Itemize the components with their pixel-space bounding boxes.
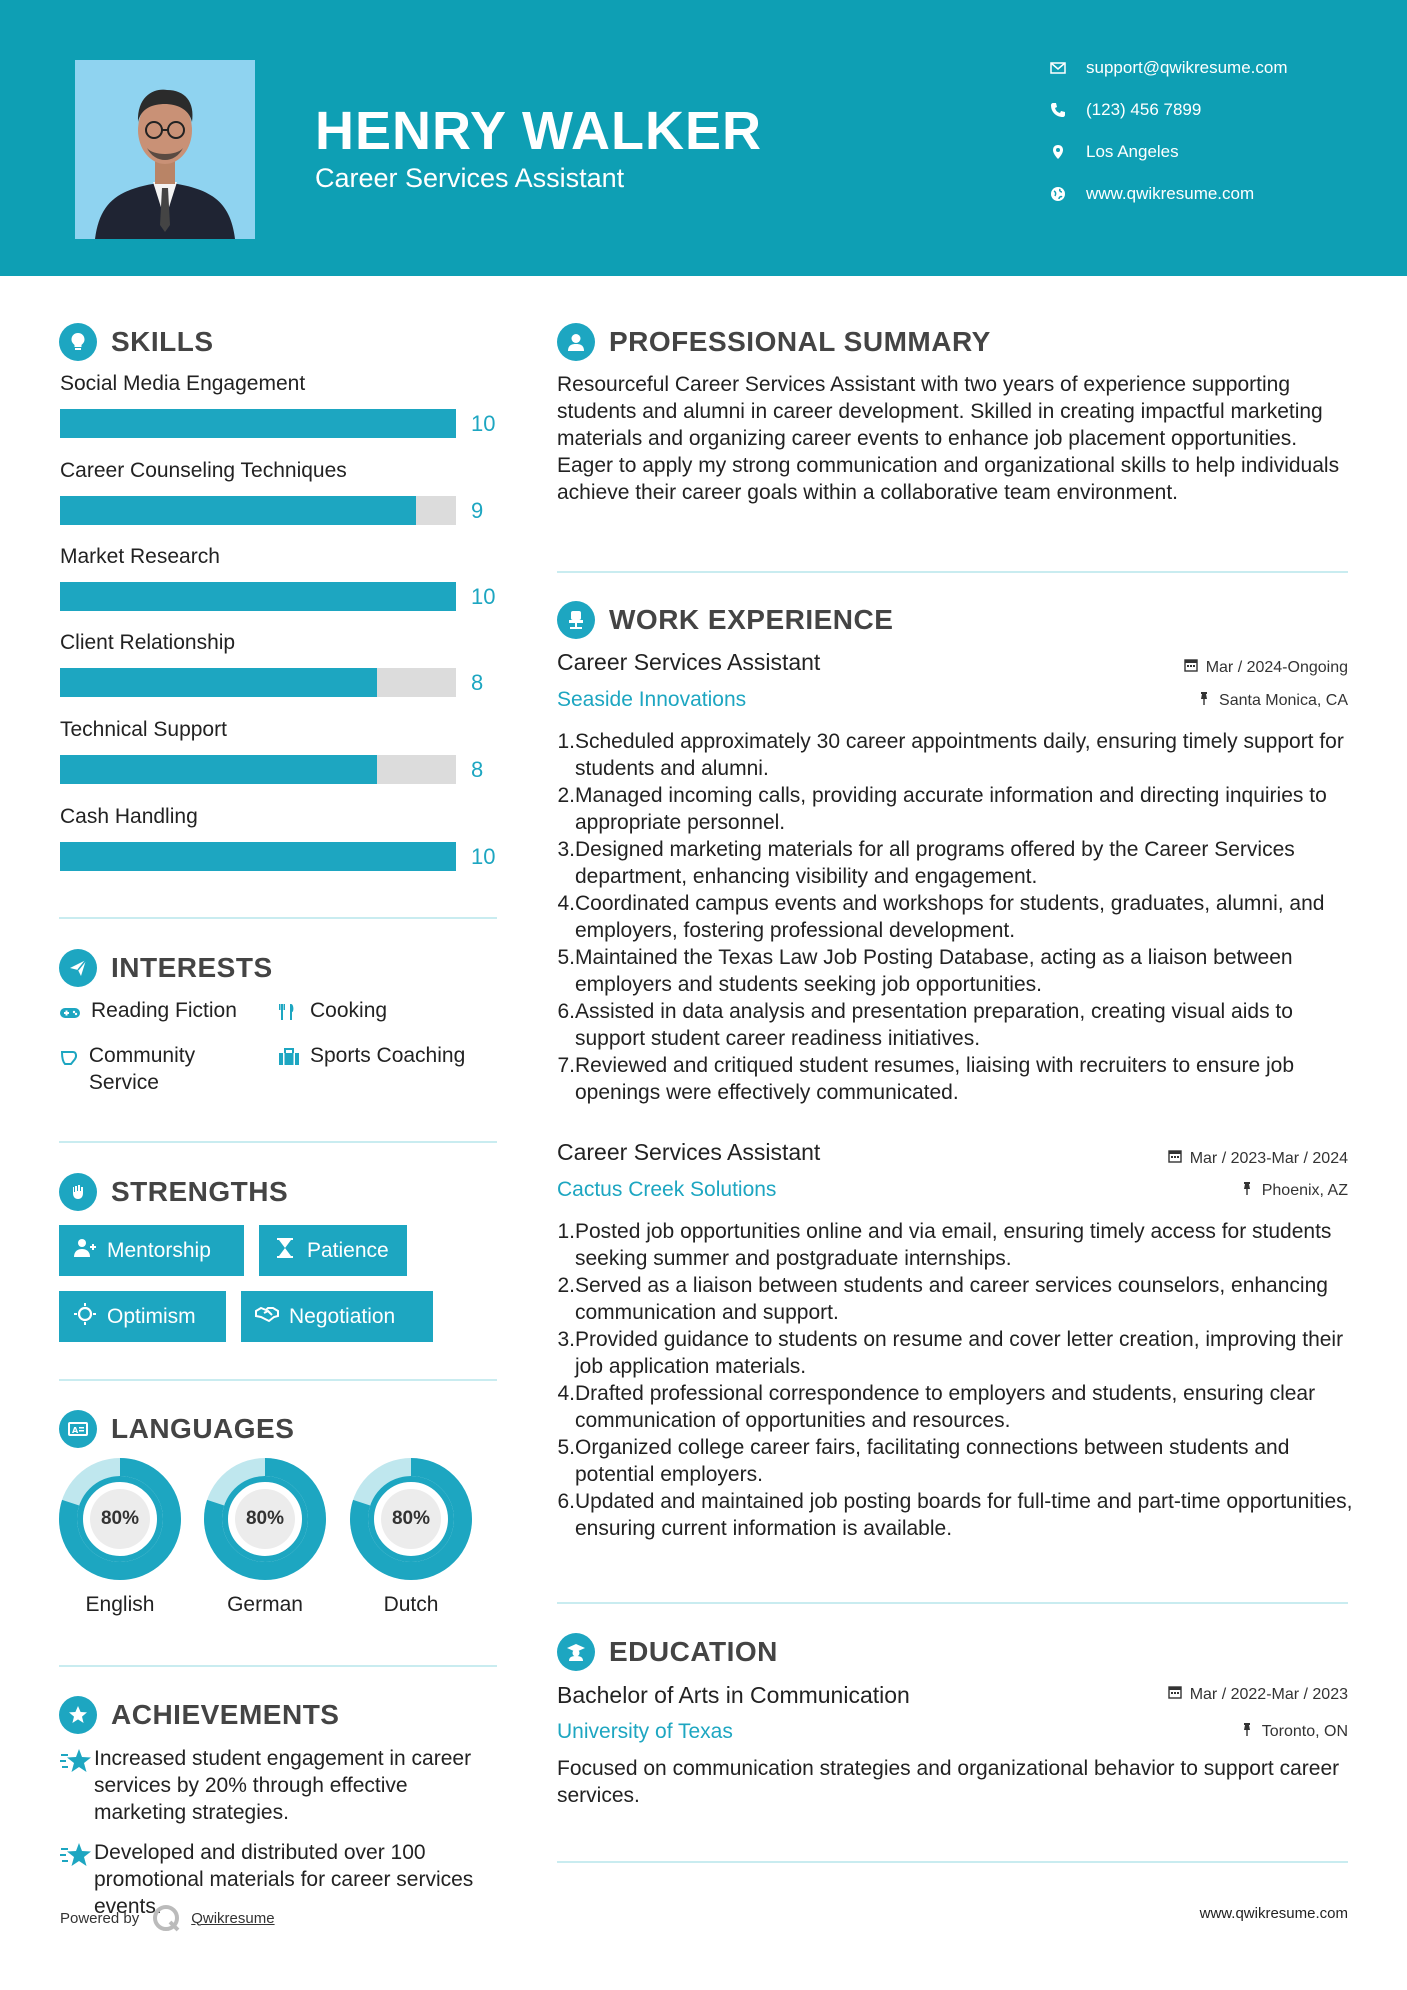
lightbulb-icon <box>59 323 97 361</box>
candidate-name: HENRY WALKER <box>315 101 763 161</box>
interests-heading <box>59 949 273 987</box>
list-item <box>557 1218 1357 1272</box>
section-divider <box>557 571 1348 573</box>
strength-tag <box>241 1291 433 1342</box>
list-number: 1. <box>557 730 575 753</box>
skill-value: 9 <box>471 498 484 523</box>
job-title: Career Services Assistant <box>557 1139 821 1165</box>
profile-photo <box>75 60 255 239</box>
map-pin-icon <box>1050 144 1086 160</box>
language-label: English <box>85 1593 155 1616</box>
strength-tag <box>59 1291 226 1342</box>
svg-text:A: A <box>72 1426 79 1435</box>
experience-title: WORK EXPERIENCE <box>609 604 894 635</box>
languages-heading <box>59 1410 294 1448</box>
interest-label: Community Service <box>88 1044 196 1094</box>
list-text: Served as a liaison between students and career services counselors, enhancing communication and support. <box>575 1274 1328 1324</box>
skill-bar-fill <box>60 842 456 871</box>
skill-value: 10 <box>471 411 496 436</box>
graduate-icon <box>557 1633 595 1671</box>
language-donut <box>59 1458 181 1580</box>
skill-value: 8 <box>471 670 484 695</box>
section-divider <box>59 1141 497 1143</box>
user-icon <box>557 323 595 361</box>
skill-bar <box>60 755 456 784</box>
skill-label: Client Relationship <box>60 631 236 654</box>
job-title: Career Services Assistant <box>557 649 821 675</box>
skills-title: SKILLS <box>111 326 214 357</box>
skill-label: Market Research <box>60 545 220 568</box>
section-divider <box>59 1379 497 1381</box>
list-number: 1. <box>557 1220 575 1243</box>
achievements-heading <box>59 1696 339 1734</box>
section-divider <box>557 1861 1348 1863</box>
footer-powered-by <box>60 1903 275 1933</box>
list-text: Scheduled approximately 30 career appointments daily, ensuring timely support for students and alumni. <box>575 730 1344 780</box>
gamepad-icon <box>59 997 91 1028</box>
summary-title: PROFESSIONAL SUMMARY <box>609 326 991 357</box>
contact-phone-text: (123) 456 7899 <box>1086 100 1202 119</box>
job-location-text: Santa Monica, CA <box>1219 691 1348 709</box>
list-number: 5. <box>557 1436 575 1459</box>
strength-label: Mentorship <box>107 1238 211 1262</box>
list-text: Updated and maintained job posting boards for full-time and part-time opportunities, ensuring current information is available. <box>575 1490 1353 1540</box>
list-item <box>557 782 1357 836</box>
strength-tag <box>59 1225 244 1276</box>
contact-website[interactable] <box>1050 184 1370 204</box>
achievement-text: Increased student engagement in career services by 20% through effective marketing strategies. <box>94 1747 472 1824</box>
list-item <box>557 1052 1357 1106</box>
contact-website-text: www.qwikresume.com <box>1086 184 1255 203</box>
list-text: Drafted professional correspondence to employers and students, ensuring clear communication of opportunities and resources. <box>575 1382 1316 1432</box>
job-dates <box>1168 1149 1348 1168</box>
list-item <box>557 836 1357 890</box>
list-number: 4. <box>557 892 575 915</box>
sun-icon <box>73 1303 107 1331</box>
achievement-item <box>60 1745 490 1826</box>
list-item <box>557 1326 1357 1380</box>
list-item <box>557 944 1357 998</box>
skill-bar-fill <box>60 582 456 611</box>
list-item <box>557 1434 1357 1488</box>
language-donut <box>350 1458 472 1580</box>
list-number: 5. <box>557 946 575 969</box>
user-plus-icon <box>73 1237 107 1265</box>
strength-label: Patience <box>307 1238 389 1262</box>
powered-by-label: Powered by <box>60 1909 140 1927</box>
job-bullets <box>557 1218 1357 1542</box>
list-number: 3. <box>557 838 575 861</box>
list-number: 7. <box>557 1054 575 1077</box>
star-badge-icon <box>59 1696 97 1734</box>
job-dates-text: Mar / 2024-Ongoing <box>1205 658 1348 676</box>
education-location <box>1240 1722 1348 1741</box>
hourglass-icon <box>273 1237 307 1265</box>
language-label: German <box>227 1593 303 1616</box>
job-bullets <box>557 728 1357 1106</box>
star-icon <box>60 1745 94 1826</box>
list-number: 6. <box>557 1000 575 1023</box>
language-label: Dutch <box>383 1593 439 1616</box>
list-text: Reviewed and critiqued student resumes, liaising with recruiters to ensure job openings were effectively communicated. <box>575 1054 1295 1104</box>
skill-bar <box>60 496 456 525</box>
education-location-text: Toronto, ON <box>1261 1722 1348 1740</box>
list-text: Assisted in data analysis and presentation preparation, creating visual aids to support student career readiness initiatives. <box>575 1000 1293 1050</box>
list-number: 2. <box>557 784 575 807</box>
degree-title: Bachelor of Arts in Communication <box>557 1682 910 1708</box>
contact-email[interactable] <box>1050 58 1370 78</box>
interests-title: INTERESTS <box>111 952 273 983</box>
interest-label: Sports Coaching <box>310 1044 466 1067</box>
skill-bar <box>60 842 456 871</box>
list-number: 2. <box>557 1274 575 1297</box>
calendar-icon <box>1168 1149 1190 1168</box>
globe-icon <box>1050 186 1086 202</box>
list-text: Managed incoming calls, providing accurate information and directing inquiries to appropriate personnel. <box>575 784 1327 834</box>
list-text: Provided guidance to students on resume and cover letter creation, improving their job application materials. <box>575 1328 1344 1378</box>
pushpin-icon <box>1240 1722 1262 1741</box>
list-text: Organized college career fairs, facilitating connections between students and potential employers. <box>575 1436 1290 1486</box>
footer-website-link[interactable]: www.qwikresume.com <box>1199 1905 1348 1922</box>
education-heading <box>557 1633 778 1671</box>
calendar-icon <box>1168 1685 1190 1704</box>
skill-bar <box>60 668 456 697</box>
list-text: Designed marketing materials for all programs offered by the Career Services department, enhancing visibility and engagement. <box>575 838 1295 888</box>
fist-icon <box>59 1173 97 1211</box>
language-percent: 80% <box>235 1489 295 1549</box>
list-text: Posted job opportunities online and via email, ensuring timely access for students seeking summer and postgraduate internships. <box>575 1220 1332 1270</box>
interest-item <box>59 1042 259 1096</box>
interest-item <box>59 997 237 1028</box>
skill-label: Career Counseling Techniques <box>60 459 347 482</box>
paper-plane-icon <box>59 949 97 987</box>
section-divider <box>59 1665 497 1667</box>
pushpin-icon <box>1197 691 1219 710</box>
summary-text: Resourceful Career Services Assistant with two years of experience supporting students and alumni in career development. Skilled in creating impactful marketing materials and organizing career events to enhance job placement opportunities. Eager to apply my strong communication and organizational skills to help individuals achieve their career goals within a collaborative team environment. <box>557 373 1340 504</box>
list-text: Coordinated campus events and workshops for students, graduates, alumni, and employers, fostering professional development. <box>575 892 1325 942</box>
list-item <box>557 1272 1357 1326</box>
skill-bar-fill <box>60 409 456 438</box>
education-dates <box>1168 1685 1348 1704</box>
strength-label: Negotiation <box>289 1304 396 1328</box>
education-description: Focused on communication strategies and organizational behavior to support career services. <box>557 1757 1340 1807</box>
list-item <box>557 1380 1357 1434</box>
strength-label: Optimism <box>107 1304 196 1328</box>
job-location <box>1197 691 1348 710</box>
office-chair-icon <box>557 601 595 639</box>
hand-icon <box>59 1042 89 1073</box>
section-divider <box>557 1602 1348 1604</box>
list-text: Maintained the Texas Law Job Posting Database, acting as a liaison between employers and students seeking job opportunities. <box>575 946 1293 996</box>
interest-item <box>278 1042 465 1073</box>
languages-title: LANGUAGES <box>111 1413 295 1444</box>
list-item <box>557 1488 1357 1542</box>
list-item <box>557 890 1357 944</box>
job-dates <box>1184 658 1348 677</box>
language-donut <box>204 1458 326 1580</box>
language-percent: 80% <box>381 1489 441 1549</box>
strengths-title: STRENGTHS <box>111 1176 289 1207</box>
job-dates-text: Mar / 2023-Mar / 2024 <box>1189 1149 1348 1167</box>
skill-bar <box>60 409 456 438</box>
education-dates-text: Mar / 2022-Mar / 2023 <box>1189 1685 1348 1703</box>
skills-heading <box>59 323 214 361</box>
language-percent: 80% <box>90 1489 150 1549</box>
calendar-icon <box>1184 658 1206 677</box>
contact-location <box>1050 142 1370 162</box>
list-item <box>557 728 1357 782</box>
candidate-role: Career Services Assistant <box>315 163 625 193</box>
school-name: University of Texas <box>557 1720 733 1743</box>
education-title: EDUCATION <box>609 1636 778 1667</box>
skill-label: Social Media Engagement <box>60 372 306 395</box>
phone-icon <box>1050 102 1086 118</box>
envelope-icon <box>1050 60 1086 76</box>
qwikresume-logo-icon <box>151 1903 181 1933</box>
strengths-heading <box>59 1173 288 1211</box>
achievements-title: ACHIEVEMENTS <box>111 1699 340 1730</box>
company-name: Cactus Creek Solutions <box>557 1178 777 1201</box>
list-number: 4. <box>557 1382 575 1405</box>
resume-header <box>0 0 1407 276</box>
skill-value: 10 <box>471 584 496 609</box>
contact-phone[interactable] <box>1050 100 1370 120</box>
summary-heading <box>557 323 991 361</box>
contact-email-text: support@qwikresume.com <box>1086 58 1288 77</box>
briefcase-icon <box>278 1042 310 1073</box>
skill-label: Cash Handling <box>60 805 198 828</box>
contact-location-text: Los Angeles <box>1086 142 1179 161</box>
utensils-icon <box>278 997 310 1028</box>
skill-bar <box>60 582 456 611</box>
list-number: 6. <box>557 1490 575 1513</box>
footer-brand-link[interactable]: Qwikresume <box>191 1909 275 1927</box>
interest-label: Cooking <box>310 999 388 1022</box>
skill-bar-fill <box>60 668 377 697</box>
list-item <box>557 998 1357 1052</box>
skill-value: 10 <box>471 844 496 869</box>
interest-label: Reading Fiction <box>91 999 237 1022</box>
pushpin-icon <box>1240 1181 1262 1200</box>
section-divider <box>59 917 497 919</box>
handshake-icon <box>255 1303 289 1331</box>
skill-value: 8 <box>471 757 484 782</box>
skill-label: Technical Support <box>60 718 227 741</box>
achievement-text: Developed and distributed over 100 promotional materials for career services events. <box>94 1841 474 1918</box>
skill-bar-fill <box>60 496 416 525</box>
list-number: 3. <box>557 1328 575 1351</box>
language-card-icon <box>59 1410 97 1448</box>
experience-heading <box>557 601 893 639</box>
company-name: Seaside Innovations <box>557 688 747 711</box>
interest-item <box>278 997 387 1028</box>
job-location-text: Phoenix, AZ <box>1261 1181 1348 1199</box>
strength-tag <box>259 1225 407 1276</box>
skill-bar-fill <box>60 755 377 784</box>
job-location <box>1240 1181 1348 1200</box>
